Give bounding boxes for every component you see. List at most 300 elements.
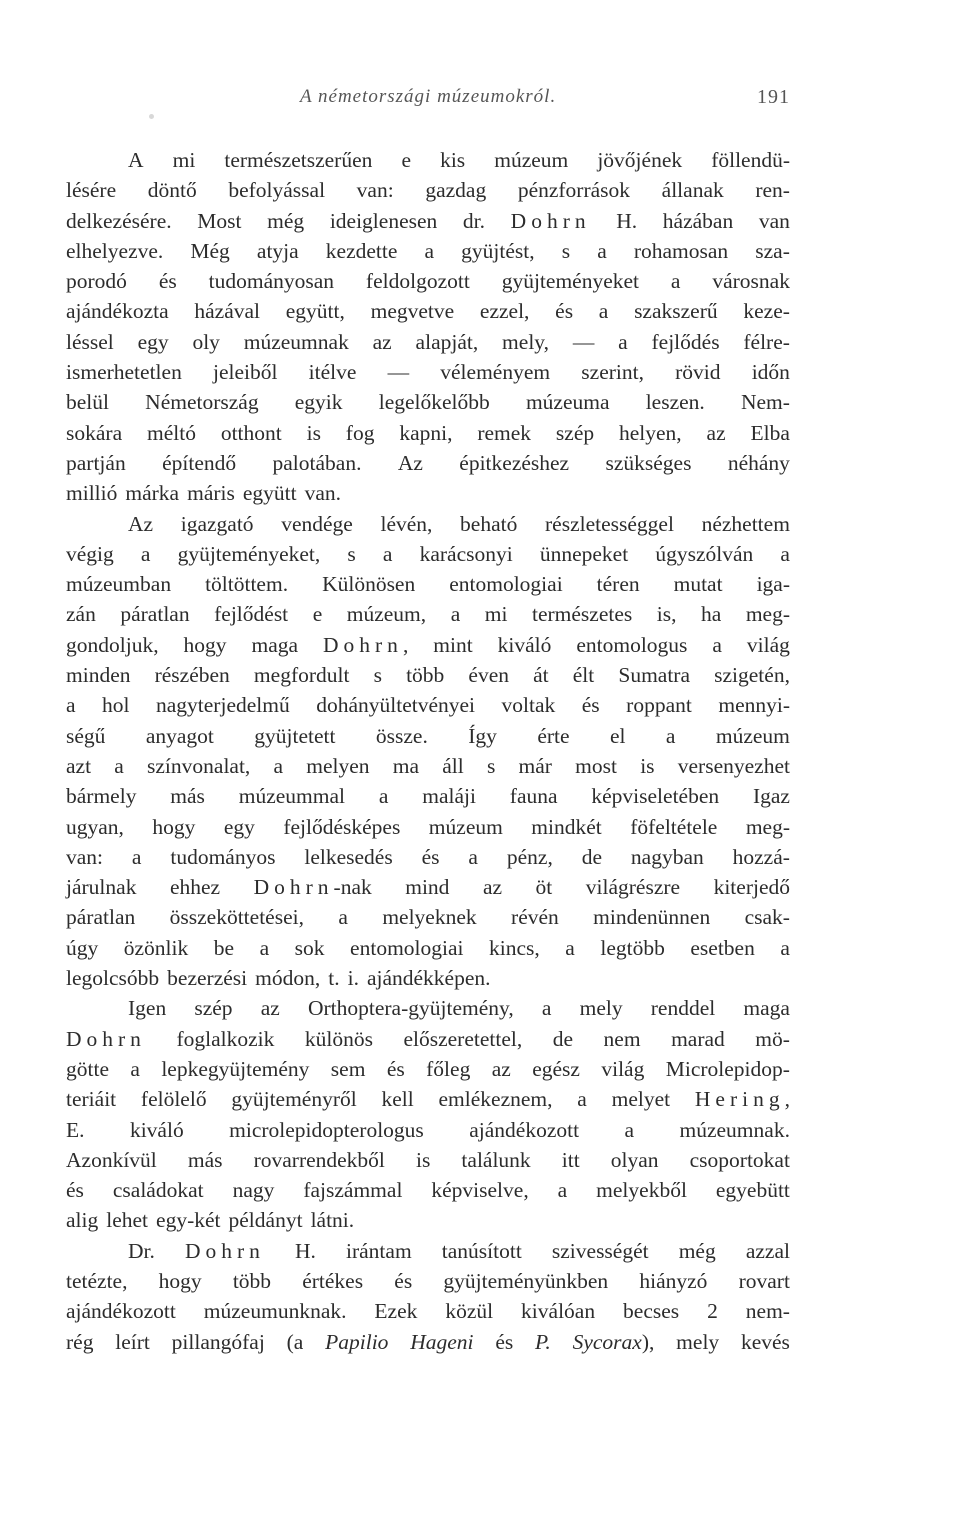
word: van: <box>66 844 104 869</box>
word: a <box>424 238 435 263</box>
word: csak- <box>744 905 790 930</box>
word: léssel <box>66 329 114 354</box>
word: járulnak <box>66 875 137 900</box>
word: 2 <box>707 1299 718 1324</box>
word: páratlan <box>66 905 136 930</box>
word: jeleiből <box>213 360 278 385</box>
word: oly <box>192 329 220 354</box>
word: lelkesedés <box>304 844 393 869</box>
word: belül <box>66 390 109 415</box>
word: remek <box>477 420 532 445</box>
text-line <box>66 175 790 205</box>
text-line <box>66 1175 790 1205</box>
word: a <box>624 1117 635 1142</box>
word: döntő <box>147 178 197 203</box>
word: nagyterjedelmű <box>156 693 290 718</box>
word: teriáit <box>66 1087 117 1112</box>
word: ajándékozott <box>66 1299 176 1324</box>
word: foglalkozik <box>176 1026 275 1051</box>
word: Sycorax), <box>572 1329 655 1354</box>
word: mi <box>484 602 508 627</box>
word: múzeum <box>494 148 569 172</box>
word: bármely <box>66 784 137 809</box>
text-line <box>66 418 790 448</box>
word: néhány <box>727 450 790 475</box>
text-line <box>66 1054 790 1084</box>
word: képviseletében <box>591 784 720 809</box>
word: Microlepidop- <box>665 1056 790 1081</box>
word: olyan <box>610 1147 659 1172</box>
word: márka <box>125 481 180 506</box>
word: kiváló <box>497 632 552 657</box>
word: nem- <box>745 1299 790 1324</box>
word: meg- <box>745 602 790 627</box>
word: megvetve <box>370 299 455 324</box>
word: nagy <box>232 1178 275 1203</box>
word: kis <box>440 148 466 172</box>
word: gondoljuk, <box>66 632 159 657</box>
word: múzeumnak. <box>679 1117 790 1142</box>
word: is <box>640 753 655 778</box>
word: Orthoptera-gyüjtemény, <box>307 996 514 1021</box>
word: a <box>66 693 76 718</box>
word: nem <box>603 1026 641 1051</box>
word: össze. <box>375 723 428 748</box>
word: roppant <box>626 693 692 718</box>
word: végig <box>66 541 114 566</box>
word: ezzel, <box>479 299 530 324</box>
word: házával <box>194 299 261 324</box>
word: úgyszólván <box>655 541 754 566</box>
word: sza- <box>755 238 790 263</box>
word: véleményem <box>440 360 551 385</box>
word: a <box>382 541 393 566</box>
word: az <box>491 1056 511 1081</box>
word: entomologus <box>576 632 688 657</box>
word: állanak <box>661 178 724 203</box>
text-line <box>66 1084 790 1114</box>
word: felölelő <box>140 1087 207 1112</box>
word: a <box>259 935 270 960</box>
word: tanúsított <box>441 1238 522 1263</box>
word: mindkét <box>531 814 602 839</box>
word: Az <box>128 511 154 536</box>
word: gyüjteményeket <box>501 269 640 294</box>
word: áll <box>442 753 464 778</box>
word: mindenünnen <box>593 905 711 930</box>
word: ren- <box>755 178 790 203</box>
word: úgy <box>66 935 99 960</box>
word: már <box>518 753 552 778</box>
word: szigetén, <box>714 663 790 688</box>
word: más <box>187 1147 223 1172</box>
word <box>325 1327 388 1357</box>
word: esetben <box>690 935 755 960</box>
word: nagyban <box>630 844 704 869</box>
text-line <box>66 1296 790 1326</box>
word: szép <box>194 996 233 1021</box>
word: A <box>128 148 144 172</box>
word: előszeretettel, <box>403 1026 523 1051</box>
word: e <box>401 148 411 172</box>
word: a <box>114 753 124 778</box>
word: özönlik <box>123 935 189 960</box>
text-line <box>66 206 790 236</box>
italic-species-name: Sycorax <box>572 1329 642 1354</box>
word: mely, <box>502 329 550 354</box>
text-line <box>66 872 790 902</box>
word: töltöttem. <box>205 572 289 597</box>
word: és <box>158 269 177 294</box>
word: i. <box>347 966 359 991</box>
word: melyekből <box>596 1178 687 1203</box>
word: szakszerű <box>634 299 718 324</box>
word: és <box>581 693 600 718</box>
word: Dr. <box>128 1238 155 1263</box>
word: egyebütt <box>715 1178 790 1203</box>
word: a <box>468 844 478 869</box>
word: egész <box>532 1056 580 1081</box>
word: sem <box>330 1056 366 1081</box>
word: igazgató <box>180 511 254 536</box>
word: hozzá- <box>732 844 790 869</box>
word: házában <box>662 208 734 233</box>
word: épitkezéshez <box>459 450 570 475</box>
word: feldolgozott <box>365 269 470 294</box>
text-line <box>66 266 790 296</box>
word: különös <box>304 1026 373 1051</box>
word: mi <box>172 148 196 172</box>
word: át <box>533 663 549 688</box>
word: színvonalat, <box>147 753 251 778</box>
word: a <box>665 723 676 748</box>
word: Dohrn-nak <box>253 875 372 900</box>
word: Most <box>197 208 242 233</box>
word: és <box>555 299 574 324</box>
word: be <box>213 935 235 960</box>
word: fejlődés <box>651 329 720 354</box>
word: de <box>552 1026 574 1051</box>
text-line <box>66 1327 790 1357</box>
word: ségű <box>66 723 106 748</box>
word: ha <box>701 602 722 627</box>
word: fejlődést <box>214 602 289 627</box>
word: (a <box>286 1329 304 1354</box>
word: Azonkívül <box>66 1147 157 1172</box>
word: Dohrn, <box>323 632 409 657</box>
word: és <box>495 1329 514 1354</box>
word: gyüjtetett <box>254 723 336 748</box>
text-line <box>66 1205 790 1235</box>
word: vendége <box>281 511 353 536</box>
italic-species-name: P. <box>535 1329 551 1354</box>
word: otthont <box>220 420 282 445</box>
word: van: <box>356 178 394 203</box>
word: zán <box>66 602 96 627</box>
word: van <box>758 208 790 233</box>
word: kiválóan <box>521 1299 596 1324</box>
text-line <box>66 1145 790 1175</box>
word: is, <box>656 602 677 627</box>
word: múzeumban <box>66 572 172 597</box>
word: Németország <box>145 390 259 415</box>
word: ünnepeket <box>539 541 629 566</box>
word: több <box>406 663 445 688</box>
text-line <box>66 902 790 932</box>
word: lévén, <box>380 511 433 536</box>
letterspaced-name: Dohrn <box>66 1026 146 1051</box>
italic-species-name: Papilio <box>325 1329 389 1354</box>
word: voltak <box>501 693 556 718</box>
word: partján <box>66 450 126 475</box>
word: ajándékozta <box>66 299 169 324</box>
word: képviselve, <box>431 1178 529 1203</box>
word <box>535 1327 551 1357</box>
word: itélve <box>308 360 357 385</box>
word: fog <box>345 420 375 445</box>
word: karácsonyi <box>419 541 513 566</box>
word: iga- <box>756 572 790 597</box>
word: Különösen <box>322 572 416 597</box>
word: renddel <box>650 996 716 1021</box>
word: több <box>232 1268 272 1293</box>
word: hogy <box>152 814 196 839</box>
word: ugyan, <box>66 814 124 839</box>
word: még <box>267 208 305 233</box>
word: egyik <box>294 390 343 415</box>
word: a <box>130 1056 140 1081</box>
word: múzeum, <box>346 602 427 627</box>
word: a <box>273 753 284 778</box>
word: föfeltétele <box>630 814 718 839</box>
word: Ezek <box>374 1299 418 1324</box>
word: a <box>618 329 628 354</box>
word: múzeum <box>715 723 790 748</box>
word: emlékeznem, <box>438 1087 553 1112</box>
word: Az <box>397 450 423 475</box>
word: — <box>572 329 595 354</box>
word: hogy <box>158 1268 202 1293</box>
word: szivességét <box>551 1238 649 1263</box>
word: millió <box>66 481 118 506</box>
word: mennyi- <box>718 693 790 718</box>
word: palotában. <box>272 450 362 475</box>
word: el <box>609 723 626 748</box>
text-line <box>66 1236 790 1266</box>
word: világrészre <box>585 875 681 900</box>
word: atyja <box>256 238 299 263</box>
word: ajándékozott <box>469 1117 580 1142</box>
word: legtöbb <box>600 935 665 960</box>
word: alig <box>66 1208 99 1233</box>
word: marad <box>671 1026 725 1051</box>
text-line <box>66 478 790 508</box>
word: legolcsóbb <box>66 966 160 991</box>
text-line <box>66 690 790 720</box>
word: götte <box>66 1056 109 1081</box>
word: csoportokat <box>689 1147 790 1172</box>
word: szerint, <box>581 360 644 385</box>
word: s <box>347 541 356 566</box>
text-line <box>66 933 790 963</box>
word: múzeum <box>428 814 503 839</box>
word: becses <box>623 1299 680 1324</box>
word: rovarrendekből <box>253 1147 385 1172</box>
word: gyüjteményeket, <box>177 541 321 566</box>
word: éven <box>468 663 509 688</box>
word: részében <box>154 663 230 688</box>
text-line <box>66 1115 790 1145</box>
letterspaced-name: Hering <box>694 1087 785 1112</box>
word: mind <box>405 875 450 900</box>
word: tudományosan <box>208 269 335 294</box>
word: a <box>541 996 552 1021</box>
word: maláji <box>422 784 476 809</box>
running-title: A németországi múzeumokról. <box>300 86 557 107</box>
word: pillangófaj <box>171 1329 265 1354</box>
letterspaced-name: Dohrn <box>323 632 403 657</box>
word: gyüjteményről <box>231 1087 357 1112</box>
word: páratlan <box>120 602 190 627</box>
word: a <box>140 541 151 566</box>
text-line <box>66 630 790 660</box>
paper-speck <box>149 114 154 119</box>
word: melyet <box>611 1087 671 1112</box>
word: a <box>450 602 461 627</box>
word: Még <box>190 238 230 263</box>
word: ehhez <box>169 875 221 900</box>
word: pénzforrások <box>517 178 631 203</box>
text-line <box>66 781 790 811</box>
word: családokat <box>112 1178 204 1203</box>
word: melyen <box>306 753 370 778</box>
word: múzeummal <box>238 784 346 809</box>
text-line <box>66 539 790 569</box>
word: és <box>66 1178 84 1203</box>
word: maga <box>251 632 299 657</box>
word: találunk <box>461 1147 531 1172</box>
word: ma <box>392 753 420 778</box>
text-line <box>66 296 790 326</box>
word: a <box>577 1087 587 1112</box>
word: kell <box>381 1087 414 1112</box>
page-number: 191 <box>757 86 790 108</box>
word: természetes <box>531 602 633 627</box>
word: kezdette <box>325 238 398 263</box>
word: révén <box>511 905 559 930</box>
page-header <box>0 86 960 116</box>
word: is <box>306 420 321 445</box>
word: anyagot <box>145 723 214 748</box>
body-text <box>66 145 790 1357</box>
word: bezerzési <box>167 966 248 991</box>
word: az <box>372 329 392 354</box>
word: Elba <box>750 420 790 445</box>
text-line <box>66 1024 790 1054</box>
word: H. <box>616 208 638 233</box>
word: lésére <box>66 178 117 203</box>
word <box>66 1024 146 1054</box>
text-line <box>66 721 790 751</box>
word: s <box>373 663 382 688</box>
word: a <box>598 299 609 324</box>
word: Igaz <box>752 784 790 809</box>
word: s <box>561 238 571 263</box>
word: entomologiai <box>449 572 563 597</box>
word: versenyezhet <box>677 753 790 778</box>
word: befolyással <box>228 178 326 203</box>
word: is <box>416 1147 431 1172</box>
text-line <box>66 236 790 266</box>
word: más <box>170 784 205 809</box>
word: városnak <box>712 269 790 294</box>
text-line <box>66 660 790 690</box>
word: minden <box>66 663 131 688</box>
word: rövid <box>675 360 721 385</box>
word: Sumatra <box>618 663 691 688</box>
letterspaced-name: Dohrn <box>184 1238 265 1263</box>
word: világ <box>601 1056 645 1081</box>
word: microlepidopterologus <box>229 1117 424 1142</box>
word: és <box>386 1056 405 1081</box>
word: mö- <box>755 1026 790 1051</box>
word: van. <box>304 481 342 506</box>
word: még <box>678 1238 716 1263</box>
word: hogy <box>183 632 227 657</box>
word: mely <box>676 1329 720 1354</box>
word: a <box>780 935 790 960</box>
word: a <box>565 935 575 960</box>
word: érte <box>537 723 570 748</box>
word: Így <box>468 723 497 748</box>
word: gyüjtést, <box>461 238 535 263</box>
word: hol <box>102 693 130 718</box>
word: látni. <box>310 1208 355 1233</box>
word: hiányzó <box>639 1268 708 1293</box>
word: időn <box>751 360 790 385</box>
word: leírt <box>115 1329 150 1354</box>
word: téren <box>596 572 640 597</box>
word: s <box>486 753 496 778</box>
word: pénz, <box>506 844 553 869</box>
word: Hering, <box>694 1087 790 1112</box>
word: élt <box>572 663 595 688</box>
word: porodó <box>66 269 127 294</box>
word: tudományos <box>170 844 276 869</box>
word: leszen. <box>645 390 705 415</box>
text-line <box>66 145 790 175</box>
word: maga <box>743 996 790 1021</box>
word: elhelyezve. <box>66 238 164 263</box>
word: közül <box>445 1299 494 1324</box>
word: múzeuma <box>525 390 610 415</box>
word: irántam <box>346 1238 412 1263</box>
word: rovart <box>738 1268 790 1293</box>
word: egy <box>223 814 255 839</box>
word: dohányültetvényei <box>316 693 476 718</box>
word: ajándékképen. <box>366 966 491 991</box>
word <box>511 206 591 236</box>
word: meg- <box>745 814 790 839</box>
word: együtt <box>242 481 297 506</box>
word: együtt, <box>285 299 345 324</box>
word: világ <box>746 632 790 657</box>
word: jövőjének <box>597 148 683 172</box>
word: itt <box>561 1147 580 1172</box>
word: dr. <box>462 208 486 233</box>
word: rohamosan <box>633 238 729 263</box>
word: építendő <box>162 450 237 475</box>
